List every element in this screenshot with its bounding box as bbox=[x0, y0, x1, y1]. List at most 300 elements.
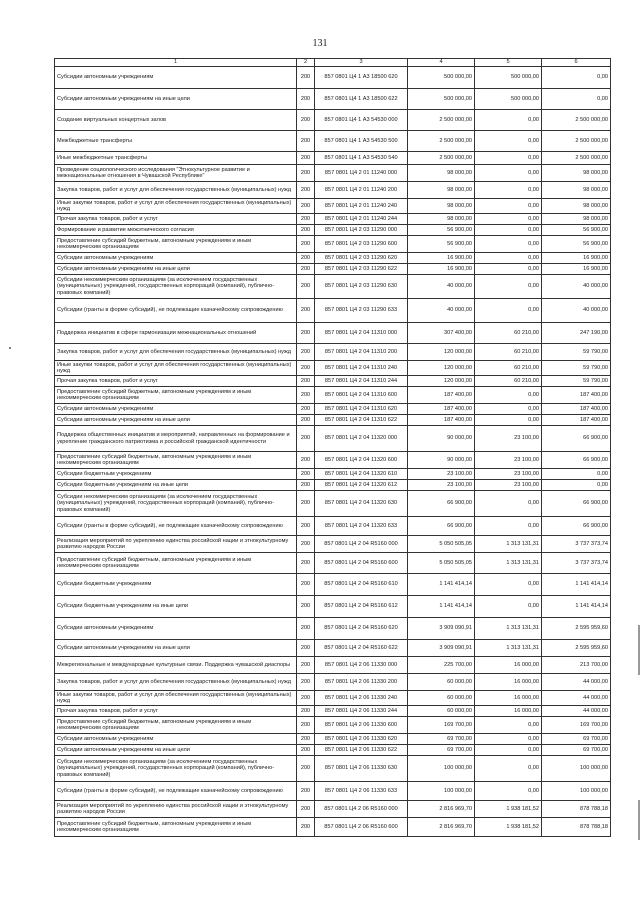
row-kvr: 200 bbox=[297, 536, 315, 553]
row-amount-col4: 40 000,00 bbox=[408, 275, 475, 299]
row-name: Поддержка общественных инициатив и мероприятий, направленных на формирование и укрепление гражданского патриотизма и российской гражданской идентичности bbox=[55, 426, 297, 452]
table-row bbox=[55, 706, 611, 717]
budget-table bbox=[54, 58, 611, 837]
row-amount-col5: 60 210,00 bbox=[475, 361, 542, 376]
table-row bbox=[55, 165, 611, 182]
row-kvr: 200 bbox=[297, 782, 315, 801]
row-amount-col5: 0,00 bbox=[475, 199, 542, 214]
row-amount-col6: 187 400,00 bbox=[542, 387, 611, 404]
row-name: Предоставление субсидий бюджетным, автономным учреждениям и иным некоммерческим организациям bbox=[55, 818, 297, 837]
row-budget-code: 857 0801 Ц4 2 06 11330 244 bbox=[315, 706, 408, 717]
row-kvr: 200 bbox=[297, 199, 315, 214]
header-col-5: 5 bbox=[475, 59, 542, 67]
row-amount-col4: 2 500 000,00 bbox=[408, 131, 475, 152]
row-amount-col5: 16 000,00 bbox=[475, 674, 542, 691]
row-amount-col6: 66 900,00 bbox=[542, 491, 611, 517]
table-row bbox=[55, 199, 611, 214]
row-kvr: 200 bbox=[297, 275, 315, 299]
row-budget-code: 857 0801 Ц4 2 04 11320 610 bbox=[315, 469, 408, 480]
row-amount-col4: 1 141 414,14 bbox=[408, 574, 475, 596]
row-amount-col4: 66 900,00 bbox=[408, 491, 475, 517]
row-kvr: 200 bbox=[297, 67, 315, 89]
row-amount-col4: 187 400,00 bbox=[408, 404, 475, 415]
row-kvr: 200 bbox=[297, 517, 315, 536]
table-row bbox=[55, 426, 611, 452]
row-budget-code: 857 0801 Ц4 2 06 11330 600 bbox=[315, 717, 408, 734]
row-kvr: 200 bbox=[297, 756, 315, 782]
row-budget-code: 857 0801 Ц4 2 06 11330 633 bbox=[315, 782, 408, 801]
row-budget-code: 857 0801 Ц4 2 06 11330 000 bbox=[315, 657, 408, 674]
table-row bbox=[55, 618, 611, 640]
row-kvr: 200 bbox=[297, 574, 315, 596]
row-kvr: 200 bbox=[297, 225, 315, 236]
row-budget-code: 857 0801 Ц4 2 06 11330 622 bbox=[315, 745, 408, 756]
row-amount-col4: 98 000,00 bbox=[408, 182, 475, 199]
row-name: Формирование и развитие межэтнического согласия bbox=[55, 225, 297, 236]
row-kvr: 200 bbox=[297, 415, 315, 426]
row-kvr: 200 bbox=[297, 152, 315, 165]
row-amount-col6: 2 595 959,60 bbox=[542, 618, 611, 640]
row-budget-code: 857 0801 Ц4 2 03 11290 622 bbox=[315, 264, 408, 275]
row-kvr: 200 bbox=[297, 553, 315, 574]
row-amount-col6: 1 141 414,14 bbox=[542, 574, 611, 596]
row-name: Иные закупки товаров, работ и услуг для обеспечения государственных (муниципальных) нужд bbox=[55, 691, 297, 706]
row-kvr: 200 bbox=[297, 640, 315, 657]
row-amount-col5: 0,00 bbox=[475, 745, 542, 756]
row-amount-col5: 16 000,00 bbox=[475, 691, 542, 706]
row-budget-code: 857 0801 Ц4 2 03 11290 620 bbox=[315, 253, 408, 264]
row-budget-code: 857 0801 Ц4 2 04 R5160 610 bbox=[315, 574, 408, 596]
row-budget-code: 857 0801 Ц4 2 06 R5160 000 bbox=[315, 801, 408, 818]
row-name: Реализация мероприятий по укреплению единства российской нации и этнокультурному развитию народов России bbox=[55, 536, 297, 553]
row-name: Проведение социологического исследования "Этнокультурное развитие и межнациональные отношения в Чувашской Республике" bbox=[55, 165, 297, 182]
row-name: Предоставление субсидий бюджетным, автономным учреждениям и иным некоммерческим организациям bbox=[55, 387, 297, 404]
row-budget-code: 857 0801 Ц4 2 04 11310 600 bbox=[315, 387, 408, 404]
table-row bbox=[55, 469, 611, 480]
row-amount-col5: 0,00 bbox=[475, 717, 542, 734]
row-budget-code: 857 0801 Ц4 2 04 11310 200 bbox=[315, 344, 408, 361]
row-amount-col6: 187 400,00 bbox=[542, 415, 611, 426]
row-amount-col6: 98 000,00 bbox=[542, 182, 611, 199]
table-row bbox=[55, 574, 611, 596]
row-amount-col5: 1 313 131,31 bbox=[475, 640, 542, 657]
row-amount-col4: 120 000,00 bbox=[408, 361, 475, 376]
row-amount-col6: 2 500 000,00 bbox=[542, 152, 611, 165]
row-amount-col5: 60 210,00 bbox=[475, 376, 542, 387]
row-amount-col5: 0,00 bbox=[475, 404, 542, 415]
row-kvr: 200 bbox=[297, 618, 315, 640]
row-amount-col4: 100 000,00 bbox=[408, 782, 475, 801]
row-amount-col4: 40 000,00 bbox=[408, 299, 475, 323]
row-amount-col6: 16 900,00 bbox=[542, 264, 611, 275]
row-amount-col4: 225 700,00 bbox=[408, 657, 475, 674]
row-kvr: 200 bbox=[297, 469, 315, 480]
table-row bbox=[55, 361, 611, 376]
row-amount-col6: 59 790,00 bbox=[542, 361, 611, 376]
row-budget-code: 857 0801 Ц4 1 А3 54530 500 bbox=[315, 131, 408, 152]
table-row bbox=[55, 131, 611, 152]
table-row bbox=[55, 517, 611, 536]
row-amount-col4: 98 000,00 bbox=[408, 199, 475, 214]
row-amount-col6: 40 000,00 bbox=[542, 275, 611, 299]
row-amount-col5: 0,00 bbox=[475, 214, 542, 225]
row-amount-col5: 0,00 bbox=[475, 131, 542, 152]
row-budget-code: 857 0801 Ц4 2 04 11320 630 bbox=[315, 491, 408, 517]
row-budget-code: 857 0801 Ц4 2 04 11310 244 bbox=[315, 376, 408, 387]
row-amount-col4: 2 500 000,00 bbox=[408, 110, 475, 131]
row-amount-col5: 0,00 bbox=[475, 574, 542, 596]
table-row bbox=[55, 323, 611, 344]
row-budget-code: 857 0801 Ц4 2 06 11330 620 bbox=[315, 734, 408, 745]
row-amount-col6: 66 900,00 bbox=[542, 517, 611, 536]
row-name: Закупка товаров, работ и услуг для обеспечения государственных (муниципальных) нужд bbox=[55, 182, 297, 199]
row-amount-col5: 60 210,00 bbox=[475, 344, 542, 361]
row-amount-col4: 307 400,00 bbox=[408, 323, 475, 344]
row-name: Субсидии автономным учреждениям на иные цели bbox=[55, 89, 297, 110]
row-amount-col5: 0,00 bbox=[475, 491, 542, 517]
row-amount-col4: 500 000,00 bbox=[408, 67, 475, 89]
row-amount-col6: 1 141 414,14 bbox=[542, 596, 611, 618]
row-name: Субсидии (гранты в форме субсидий), не подлежащие казначейскому сопровождению bbox=[55, 782, 297, 801]
row-name: Субсидии (гранты в форме субсидий), не подлежащие казначейскому сопровождению bbox=[55, 517, 297, 536]
table-row bbox=[55, 376, 611, 387]
row-amount-col4: 90 000,00 bbox=[408, 426, 475, 452]
row-amount-col6: 16 900,00 bbox=[542, 253, 611, 264]
table-row bbox=[55, 782, 611, 801]
row-budget-code: 857 0801 Ц4 1 А3 54530 540 bbox=[315, 152, 408, 165]
row-kvr: 200 bbox=[297, 214, 315, 225]
row-amount-col6: 0,00 bbox=[542, 469, 611, 480]
row-amount-col6: 59 790,00 bbox=[542, 376, 611, 387]
row-kvr: 200 bbox=[297, 706, 315, 717]
row-amount-col5: 0,00 bbox=[475, 236, 542, 253]
row-kvr: 200 bbox=[297, 596, 315, 618]
row-amount-col4: 23 100,00 bbox=[408, 469, 475, 480]
row-budget-code: 857 0801 Ц4 2 04 R5160 620 bbox=[315, 618, 408, 640]
table-row bbox=[55, 756, 611, 782]
row-name: Создание виртуальных концертных залов bbox=[55, 110, 297, 131]
row-amount-col5: 0,00 bbox=[475, 299, 542, 323]
row-amount-col4: 100 000,00 bbox=[408, 756, 475, 782]
row-name: Субсидии автономным учреждениям bbox=[55, 253, 297, 264]
row-name: Субсидии автономным учреждениям на иные цели bbox=[55, 415, 297, 426]
row-amount-col4: 56 900,00 bbox=[408, 225, 475, 236]
row-kvr: 200 bbox=[297, 426, 315, 452]
row-name: Субсидии автономным учреждениям на иные цели bbox=[55, 640, 297, 657]
row-kvr: 200 bbox=[297, 264, 315, 275]
row-kvr: 200 bbox=[297, 745, 315, 756]
row-amount-col5: 23 100,00 bbox=[475, 426, 542, 452]
row-amount-col6: 2 500 000,00 bbox=[542, 131, 611, 152]
table-row bbox=[55, 691, 611, 706]
row-amount-col5: 23 100,00 bbox=[475, 469, 542, 480]
table-row bbox=[55, 640, 611, 657]
row-budget-code: 857 0801 Ц4 2 04 R5160 622 bbox=[315, 640, 408, 657]
row-amount-col6: 0,00 bbox=[542, 89, 611, 110]
row-budget-code: 857 0801 Ц4 2 06 11330 630 bbox=[315, 756, 408, 782]
row-amount-col4: 16 900,00 bbox=[408, 253, 475, 264]
row-budget-code: 857 0801 Ц4 2 04 11320 633 bbox=[315, 517, 408, 536]
row-kvr: 200 bbox=[297, 657, 315, 674]
row-budget-code: 857 0801 Ц4 2 03 11290 000 bbox=[315, 225, 408, 236]
row-amount-col4: 69 700,00 bbox=[408, 734, 475, 745]
row-name: Субсидии бюджетным учреждениям bbox=[55, 469, 297, 480]
table-row bbox=[55, 491, 611, 517]
table-row bbox=[55, 745, 611, 756]
table-row bbox=[55, 89, 611, 110]
row-budget-code: 857 0801 Ц4 2 04 11310 620 bbox=[315, 404, 408, 415]
row-amount-col6: 56 900,00 bbox=[542, 236, 611, 253]
row-amount-col6: 59 790,00 bbox=[542, 344, 611, 361]
table-row bbox=[55, 452, 611, 469]
row-name: Субсидии (гранты в форме субсидий), не подлежащие казначейскому сопровождению bbox=[55, 299, 297, 323]
row-amount-col6: 66 900,00 bbox=[542, 426, 611, 452]
row-amount-col5: 0,00 bbox=[475, 253, 542, 264]
table-row bbox=[55, 299, 611, 323]
row-budget-code: 857 0801 Ц4 2 04 R5160 000 bbox=[315, 536, 408, 553]
row-budget-code: 857 0801 Ц4 2 04 11310 240 bbox=[315, 361, 408, 376]
row-amount-col5: 0,00 bbox=[475, 756, 542, 782]
table-row bbox=[55, 225, 611, 236]
row-amount-col4: 3 909 090,91 bbox=[408, 640, 475, 657]
row-amount-col4: 2 500 000,00 bbox=[408, 152, 475, 165]
scan-dot bbox=[9, 347, 11, 349]
row-amount-col4: 1 141 414,14 bbox=[408, 596, 475, 618]
row-amount-col6: 44 000,00 bbox=[542, 691, 611, 706]
row-amount-col6: 187 400,00 bbox=[542, 404, 611, 415]
row-amount-col5: 0,00 bbox=[475, 225, 542, 236]
row-amount-col6: 100 000,00 bbox=[542, 756, 611, 782]
row-amount-col4: 66 900,00 bbox=[408, 517, 475, 536]
row-kvr: 200 bbox=[297, 376, 315, 387]
row-amount-col5: 0,00 bbox=[475, 182, 542, 199]
row-budget-code: 857 0801 Ц4 2 01 11240 240 bbox=[315, 199, 408, 214]
row-amount-col4: 16 900,00 bbox=[408, 264, 475, 275]
row-amount-col4: 60 000,00 bbox=[408, 706, 475, 717]
row-amount-col6: 98 000,00 bbox=[542, 199, 611, 214]
row-name: Субсидии бюджетным учреждениям bbox=[55, 574, 297, 596]
table-row bbox=[55, 674, 611, 691]
row-amount-col5: 1 938 181,52 bbox=[475, 801, 542, 818]
header-col-3: 3 bbox=[315, 59, 408, 67]
row-amount-col4: 2 816 969,70 bbox=[408, 818, 475, 837]
row-name: Субсидии некоммерческим организациям (за исключением государственных (муниципальных) учреждений, государственных корпораций (компаний), публично-правовых компаний) bbox=[55, 275, 297, 299]
row-amount-col5: 16 000,00 bbox=[475, 657, 542, 674]
row-kvr: 200 bbox=[297, 110, 315, 131]
row-budget-code: 857 0801 Ц4 2 04 11310 622 bbox=[315, 415, 408, 426]
row-amount-col5: 0,00 bbox=[475, 165, 542, 182]
row-amount-col6: 169 700,00 bbox=[542, 717, 611, 734]
row-amount-col6: 2 500 000,00 bbox=[542, 110, 611, 131]
row-kvr: 200 bbox=[297, 734, 315, 745]
row-amount-col4: 5 050 505,05 bbox=[408, 536, 475, 553]
row-amount-col6: 66 900,00 bbox=[542, 452, 611, 469]
row-name: Субсидии автономным учреждениям на иные цели bbox=[55, 745, 297, 756]
row-budget-code: 857 0801 Ц4 2 03 11290 633 bbox=[315, 299, 408, 323]
row-name: Субсидии автономным учреждениям на иные цели bbox=[55, 264, 297, 275]
row-amount-col4: 120 000,00 bbox=[408, 376, 475, 387]
row-amount-col4: 120 000,00 bbox=[408, 344, 475, 361]
row-budget-code: 857 0801 Ц4 2 01 11240 244 bbox=[315, 214, 408, 225]
row-amount-col5: 1 313 131,31 bbox=[475, 536, 542, 553]
row-amount-col5: 23 100,00 bbox=[475, 452, 542, 469]
row-amount-col6: 247 190,00 bbox=[542, 323, 611, 344]
table-row bbox=[55, 182, 611, 199]
row-budget-code: 857 0801 Ц4 1 А3 54530 000 bbox=[315, 110, 408, 131]
row-amount-col6: 3 737 373,74 bbox=[542, 536, 611, 553]
table-row bbox=[55, 818, 611, 837]
row-amount-col5: 23 100,00 bbox=[475, 480, 542, 491]
row-kvr: 200 bbox=[297, 182, 315, 199]
header-col-4: 4 bbox=[408, 59, 475, 67]
table-row bbox=[55, 415, 611, 426]
row-kvr: 200 bbox=[297, 236, 315, 253]
row-name: Субсидии автономным учреждениям bbox=[55, 618, 297, 640]
table-row bbox=[55, 275, 611, 299]
row-name: Субсидии автономным учреждениям bbox=[55, 404, 297, 415]
row-amount-col4: 187 400,00 bbox=[408, 415, 475, 426]
row-amount-col5: 0,00 bbox=[475, 152, 542, 165]
table-row bbox=[55, 801, 611, 818]
table-body bbox=[55, 67, 611, 837]
row-name: Предоставление субсидий бюджетным, автономным учреждениям и иным некоммерческим организациям bbox=[55, 553, 297, 574]
row-name: Межбюджетные трансферты bbox=[55, 131, 297, 152]
row-amount-col6: 0,00 bbox=[542, 480, 611, 491]
table-row bbox=[55, 734, 611, 745]
row-kvr: 200 bbox=[297, 717, 315, 734]
table-row bbox=[55, 387, 611, 404]
row-amount-col6: 878 788,18 bbox=[542, 818, 611, 837]
row-kvr: 200 bbox=[297, 674, 315, 691]
row-name: Прочая закупка товаров, работ и услуг bbox=[55, 706, 297, 717]
row-amount-col6: 100 000,00 bbox=[542, 782, 611, 801]
row-budget-code: 857 0801 Ц4 2 04 11320 600 bbox=[315, 452, 408, 469]
row-kvr: 200 bbox=[297, 323, 315, 344]
row-amount-col4: 23 100,00 bbox=[408, 480, 475, 491]
row-amount-col4: 60 000,00 bbox=[408, 674, 475, 691]
table-row bbox=[55, 253, 611, 264]
table-row bbox=[55, 717, 611, 734]
row-budget-code: 857 0801 Ц4 1 А3 18500 622 bbox=[315, 89, 408, 110]
row-amount-col4: 5 050 505,05 bbox=[408, 553, 475, 574]
table-row bbox=[55, 110, 611, 131]
row-amount-col5: 0,00 bbox=[475, 415, 542, 426]
row-budget-code: 857 0801 Ц4 2 04 R5160 600 bbox=[315, 553, 408, 574]
row-amount-col6: 0,00 bbox=[542, 67, 611, 89]
row-amount-col6: 3 737 373,74 bbox=[542, 553, 611, 574]
row-amount-col4: 98 000,00 bbox=[408, 165, 475, 182]
row-amount-col5: 0,00 bbox=[475, 517, 542, 536]
row-kvr: 200 bbox=[297, 801, 315, 818]
row-budget-code: 857 0801 Ц4 2 04 11310 000 bbox=[315, 323, 408, 344]
row-name: Предоставление субсидий бюджетным, автономным учреждениям и иным некоммерческим организациям bbox=[55, 717, 297, 734]
row-amount-col4: 187 400,00 bbox=[408, 387, 475, 404]
row-amount-col6: 98 000,00 bbox=[542, 165, 611, 182]
row-name: Субсидии автономным учреждениям bbox=[55, 734, 297, 745]
row-kvr: 200 bbox=[297, 89, 315, 110]
row-amount-col5: 16 000,00 bbox=[475, 706, 542, 717]
row-amount-col4: 69 700,00 bbox=[408, 745, 475, 756]
row-amount-col6: 44 000,00 bbox=[542, 706, 611, 717]
row-name: Закупка товаров, работ и услуг для обеспечения государственных (муниципальных) нужд bbox=[55, 674, 297, 691]
row-budget-code: 857 0801 Ц4 1 А3 18500 620 bbox=[315, 67, 408, 89]
row-name: Субсидии бюджетным учреждениям на иные цели bbox=[55, 596, 297, 618]
row-name: Реализация мероприятий по укреплению единства российской нации и этнокультурному развитию народов России bbox=[55, 801, 297, 818]
row-amount-col5: 0,00 bbox=[475, 734, 542, 745]
row-budget-code: 857 0801 Ц4 2 06 R5160 600 bbox=[315, 818, 408, 837]
header-col-2: 2 bbox=[297, 59, 315, 67]
row-kvr: 200 bbox=[297, 361, 315, 376]
row-name: Предоставление субсидий бюджетным, автономным учреждениям и иным некоммерческим организациям bbox=[55, 452, 297, 469]
row-amount-col5: 0,00 bbox=[475, 782, 542, 801]
row-budget-code: 857 0801 Ц4 2 04 11320 000 bbox=[315, 426, 408, 452]
header-col-1: 1 bbox=[55, 59, 297, 67]
row-kvr: 200 bbox=[297, 299, 315, 323]
table-row bbox=[55, 214, 611, 225]
row-kvr: 200 bbox=[297, 491, 315, 517]
page-number: 131 bbox=[312, 38, 328, 49]
row-amount-col4: 56 900,00 bbox=[408, 236, 475, 253]
row-kvr: 200 bbox=[297, 253, 315, 264]
table-row bbox=[55, 236, 611, 253]
row-amount-col5: 0,00 bbox=[475, 275, 542, 299]
row-amount-col4: 98 000,00 bbox=[408, 214, 475, 225]
table-header-row bbox=[55, 59, 611, 67]
row-amount-col6: 213 700,00 bbox=[542, 657, 611, 674]
row-budget-code: 857 0801 Ц4 2 01 11240 000 bbox=[315, 165, 408, 182]
table-row bbox=[55, 480, 611, 491]
row-amount-col5: 1 938 181,52 bbox=[475, 818, 542, 837]
row-kvr: 200 bbox=[297, 452, 315, 469]
row-name: Межрегиональные и международные культурные связи. Поддержка чувашской диаспоры bbox=[55, 657, 297, 674]
row-budget-code: 857 0801 Ц4 2 06 11330 200 bbox=[315, 674, 408, 691]
row-name: Иные межбюджетные трансферты bbox=[55, 152, 297, 165]
row-amount-col5: 60 210,00 bbox=[475, 323, 542, 344]
row-amount-col5: 1 313 131,31 bbox=[475, 553, 542, 574]
row-amount-col6: 40 000,00 bbox=[542, 299, 611, 323]
row-name: Иные закупки товаров, работ и услуг для обеспечения государственных (муниципальных) нужд bbox=[55, 361, 297, 376]
row-kvr: 200 bbox=[297, 387, 315, 404]
row-kvr: 200 bbox=[297, 818, 315, 837]
row-name: Субсидии некоммерческим организациям (за исключением государственных (муниципальных) учреждений, государственных корпораций (компаний), публично-правовых компаний) bbox=[55, 491, 297, 517]
row-amount-col4: 169 700,00 bbox=[408, 717, 475, 734]
row-amount-col6: 878 788,18 bbox=[542, 801, 611, 818]
row-amount-col5: 0,00 bbox=[475, 264, 542, 275]
row-amount-col4: 500 000,00 bbox=[408, 89, 475, 110]
row-amount-col4: 60 000,00 bbox=[408, 691, 475, 706]
table-row bbox=[55, 264, 611, 275]
row-budget-code: 857 0801 Ц4 2 03 11290 630 bbox=[315, 275, 408, 299]
row-amount-col6: 69 700,00 bbox=[542, 734, 611, 745]
row-name: Поддержка инициатив в сфере гармонизации межнациональных отношений bbox=[55, 323, 297, 344]
row-name: Прочая закупка товаров, работ и услуг bbox=[55, 214, 297, 225]
row-amount-col4: 2 816 969,70 bbox=[408, 801, 475, 818]
row-amount-col6: 2 595 959,60 bbox=[542, 640, 611, 657]
row-amount-col6: 98 000,00 bbox=[542, 214, 611, 225]
table-row bbox=[55, 596, 611, 618]
row-name: Предоставление субсидий бюджетным, автономным учреждениям и иным некоммерческим организациям bbox=[55, 236, 297, 253]
table-row bbox=[55, 536, 611, 553]
row-kvr: 200 bbox=[297, 691, 315, 706]
row-budget-code: 857 0801 Ц4 2 04 R5160 612 bbox=[315, 596, 408, 618]
row-name: Субсидии автономным учреждениям bbox=[55, 67, 297, 89]
row-kvr: 200 bbox=[297, 344, 315, 361]
row-kvr: 200 bbox=[297, 131, 315, 152]
row-amount-col6: 69 700,00 bbox=[542, 745, 611, 756]
row-name: Субсидии некоммерческим организациям (за исключением государственных (муниципальных) учреждений, государственных корпораций (компаний), публично-правовых компаний) bbox=[55, 756, 297, 782]
row-budget-code: 857 0801 Ц4 2 06 11330 240 bbox=[315, 691, 408, 706]
row-amount-col6: 56 900,00 bbox=[542, 225, 611, 236]
